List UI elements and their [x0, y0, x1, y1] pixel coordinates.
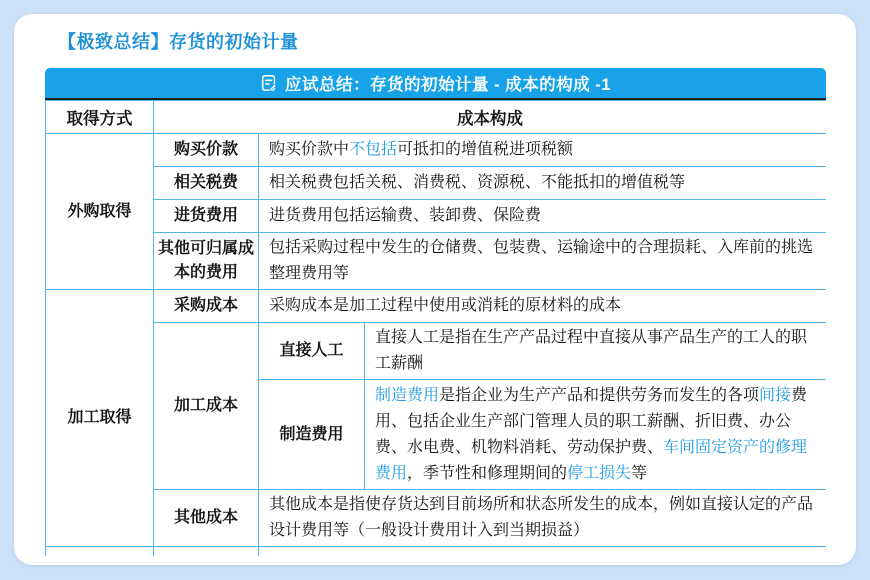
table-row — [46, 490, 827, 547]
header-method: 取得方式 — [46, 101, 154, 134]
cell-freight-label: 进货费用 — [154, 200, 259, 233]
cell-freight-desc: 进货费用包括运输费、装卸费、保险费 — [259, 200, 827, 233]
cell-other-cost-label: 其他成本 — [154, 490, 259, 547]
cell-direct-labor-desc: 直接人工是指在生产产品过程中直接从事产品生产的工人的职工薪酬 — [365, 323, 827, 380]
cell-purchase-price-label: 购买价款 — [154, 134, 259, 167]
table-row-clipped — [46, 547, 827, 557]
clipped-cell — [46, 547, 154, 557]
cell-purchase-method: 外购取得 — [46, 134, 154, 290]
table-header-row — [46, 101, 827, 134]
cell-purchase-price-desc: 购买价款中不包括可抵扣的增值税进项税额 — [259, 134, 827, 167]
table-row — [46, 323, 827, 380]
cell-taxes-desc: 相关税费包括关税、消费税、资源税、不能抵扣的增值税等 — [259, 167, 827, 200]
table-row — [46, 134, 827, 167]
clipped-cell — [259, 547, 827, 557]
header-composition: 成本构成 — [154, 101, 827, 134]
cell-processing-method: 加工取得 — [46, 290, 154, 547]
memo-pencil-icon — [260, 74, 278, 92]
cell-processing-cost-label: 加工成本 — [154, 323, 259, 490]
cell-taxes-label: 相关税费 — [154, 167, 259, 200]
cell-other-cost-desc: 其他成本是指使存货达到目前场所和状态所发生的成本，例如直接认定的产品设计费用等（一般设计费用计入到当期损益） — [259, 490, 827, 547]
content-card — [14, 14, 856, 565]
table-row — [46, 233, 827, 290]
summary-table — [45, 68, 826, 556]
clipped-cell — [154, 547, 259, 557]
table-title-bar — [45, 68, 826, 100]
table-row — [46, 200, 827, 233]
table-row — [46, 167, 827, 200]
cell-procurement-cost-desc: 采购成本是加工过程中使用或消耗的原材料的成本 — [259, 290, 827, 323]
table-title: 应试总结：存货的初始计量 - 成本的构成 -1 — [285, 76, 611, 94]
cell-other-attributable-desc: 包括采购过程中发生的仓储费、包装费、运输途中的合理损耗、入库前的挑选整理费用等 — [259, 233, 827, 290]
cell-manufacturing-overhead-desc: 制造费用是指企业为生产产品和提供劳务而发生的各项间接费用、包括企业生产部门管理人员的职工薪酬、折旧费、办公费、水电费、机物料消耗、劳动保护费、车间固定资产的修理费用，季节性和修理期间的停工损失等 — [365, 380, 827, 490]
cost-composition-table — [45, 100, 826, 556]
cell-procurement-cost-label: 采购成本 — [154, 290, 259, 323]
cell-direct-labor-label: 直接人工 — [259, 323, 365, 380]
table-row — [46, 290, 827, 323]
cell-manufacturing-overhead-label: 制造费用 — [259, 380, 365, 490]
cell-other-attributable-label: 其他可归属成本的费用 — [154, 233, 259, 290]
page-title: 【极致总结】存货的初始计量 — [58, 32, 299, 52]
